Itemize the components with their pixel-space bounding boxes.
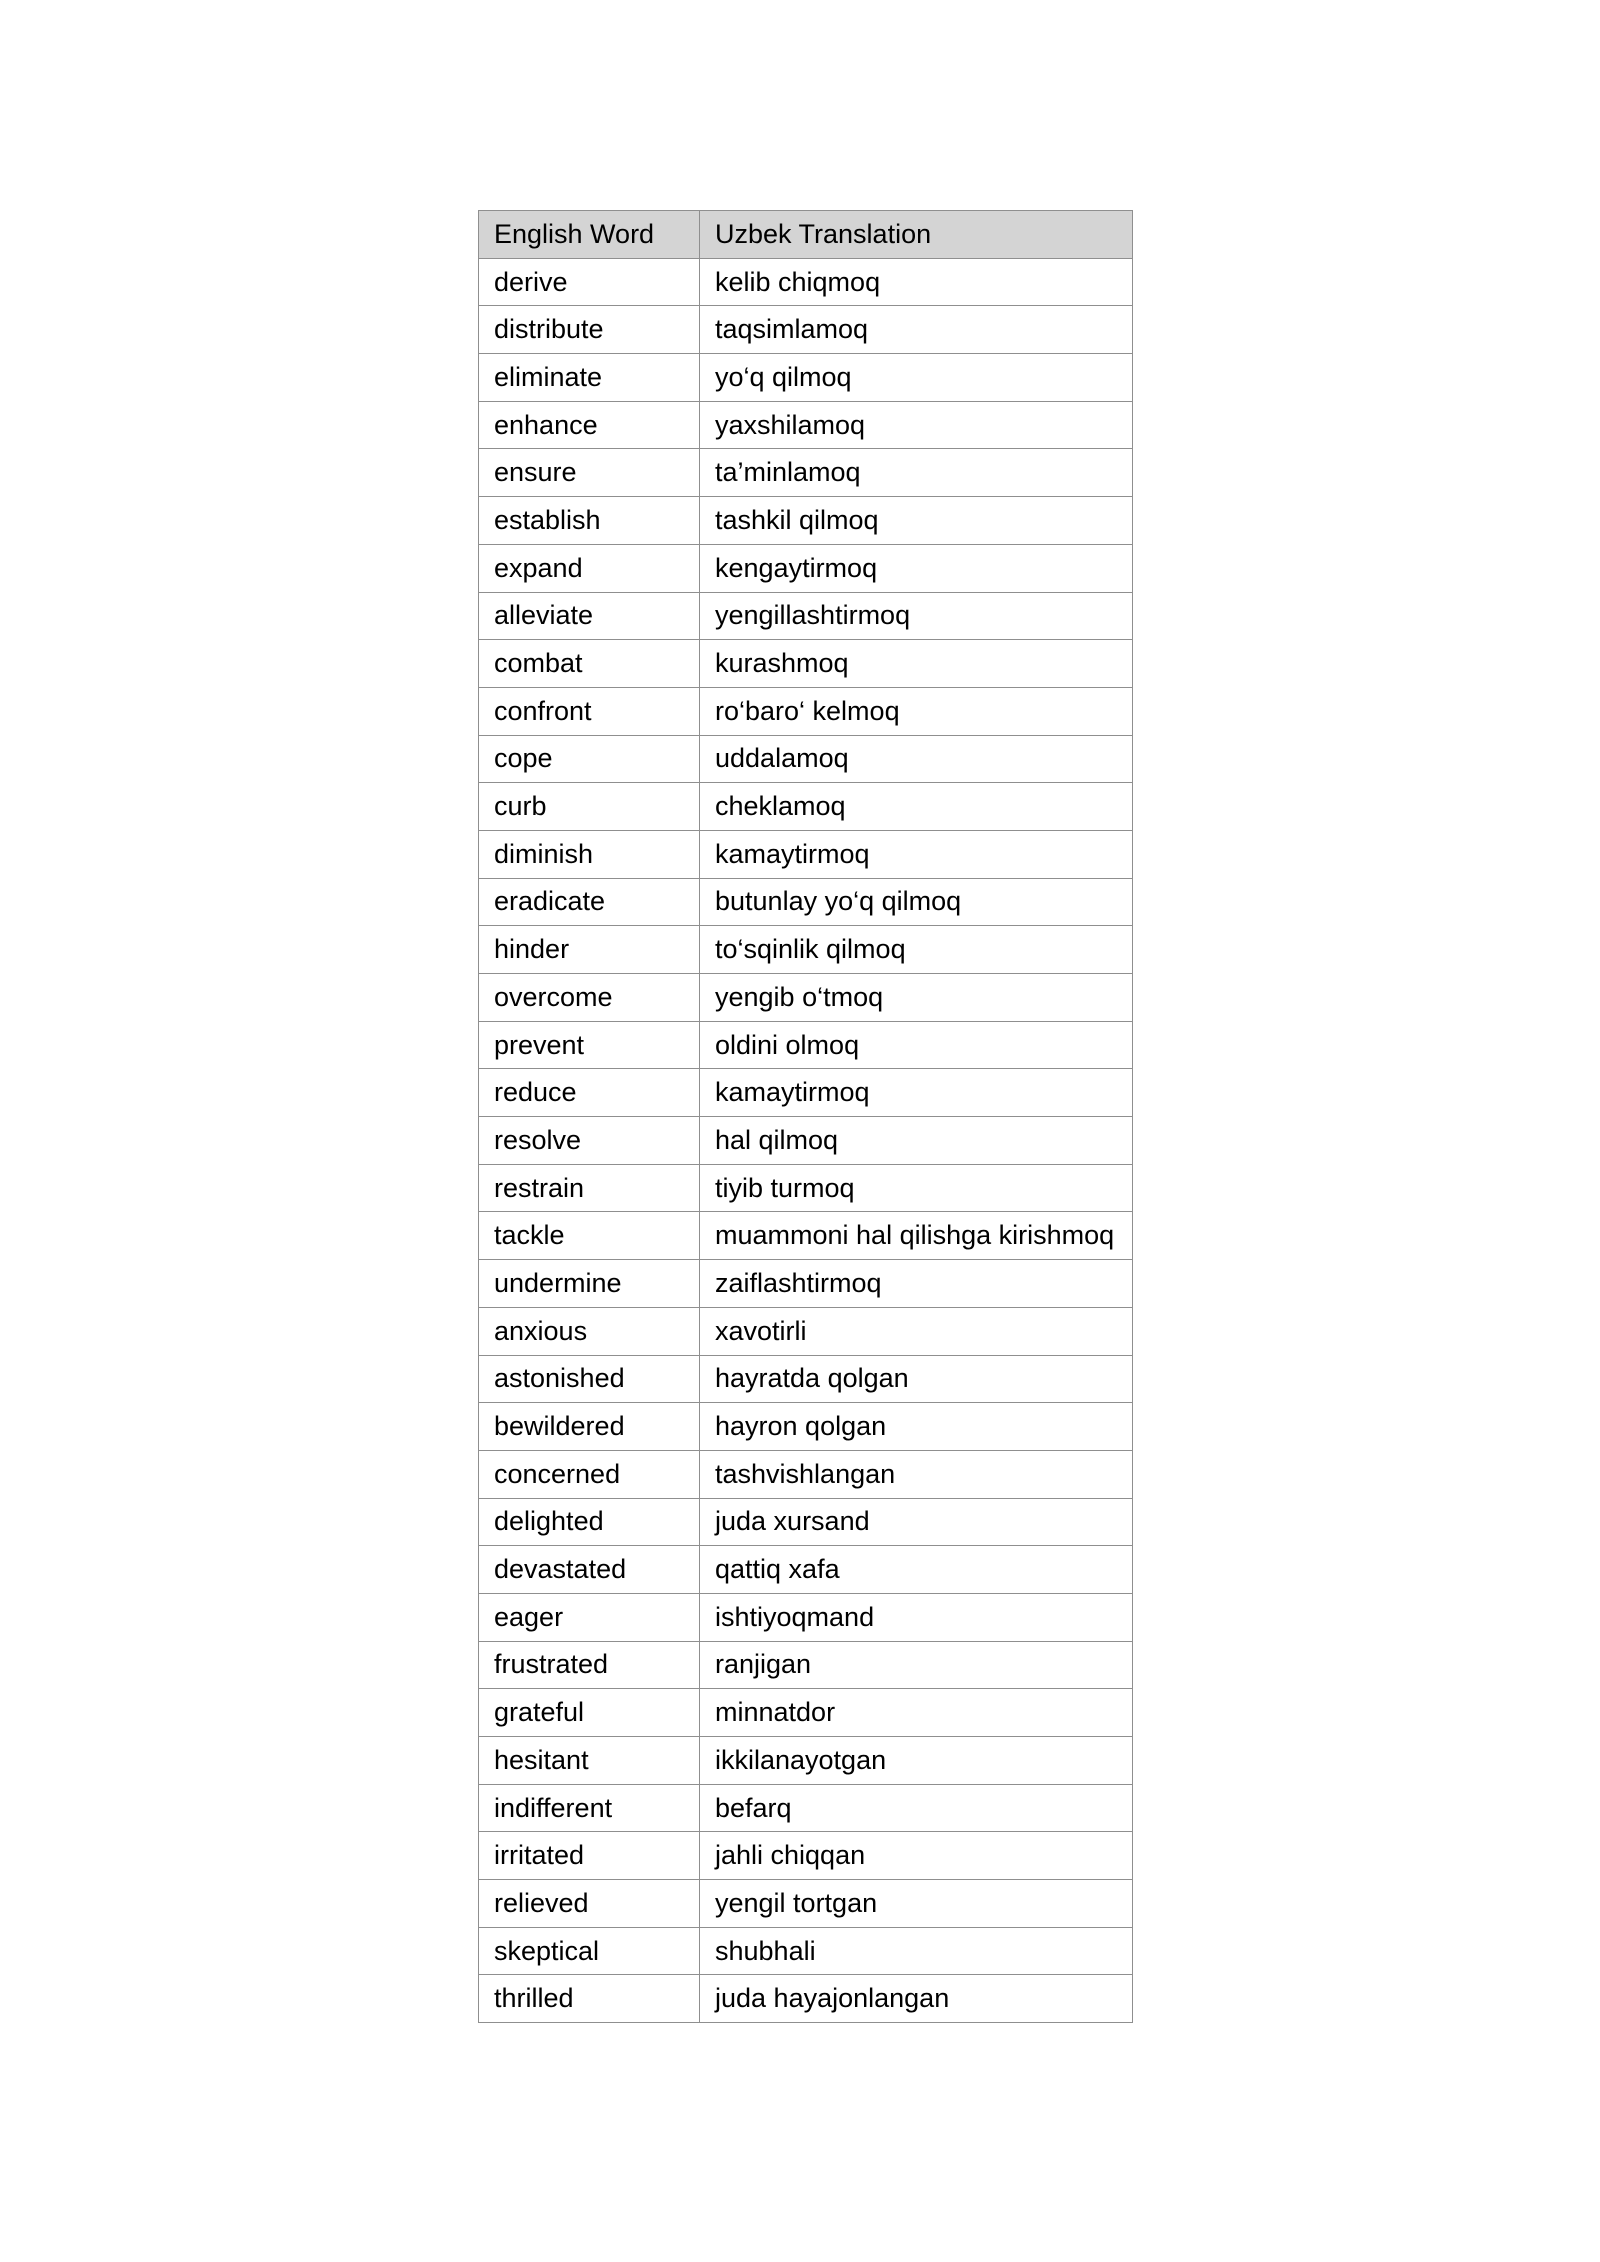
- uzbek-translation-cell: juda hayajonlangan: [700, 1975, 1133, 2023]
- table-row: [479, 544, 1133, 592]
- english-word-cell: eliminate: [479, 354, 700, 402]
- table-row: [479, 1498, 1133, 1546]
- english-word-cell: frustrated: [479, 1641, 700, 1689]
- table-row: [479, 830, 1133, 878]
- uzbek-translation-cell: befarq: [700, 1784, 1133, 1832]
- uzbek-translation-cell: yengil tortgan: [700, 1880, 1133, 1928]
- table-header: [479, 211, 1133, 259]
- table-row: [479, 401, 1133, 449]
- english-word-cell: enhance: [479, 401, 700, 449]
- table-row: [479, 1403, 1133, 1451]
- uzbek-translation-cell: oldini olmoq: [700, 1021, 1133, 1069]
- table-row: [479, 1784, 1133, 1832]
- english-word-cell: confront: [479, 687, 700, 735]
- uzbek-translation-cell: cheklamoq: [700, 783, 1133, 831]
- english-word-cell: establish: [479, 497, 700, 545]
- uzbek-translation-cell: butunlay yo‘q qilmoq: [700, 878, 1133, 926]
- uzbek-translation-cell: yengillashtirmoq: [700, 592, 1133, 640]
- table-row: [479, 1927, 1133, 1975]
- english-word-cell: hinder: [479, 926, 700, 974]
- uzbek-translation-cell: kengaytirmoq: [700, 544, 1133, 592]
- english-word-cell: skeptical: [479, 1927, 700, 1975]
- table-row: [479, 258, 1133, 306]
- table-row: [479, 1260, 1133, 1308]
- english-word-cell: prevent: [479, 1021, 700, 1069]
- english-word-cell: resolve: [479, 1117, 700, 1165]
- english-word-cell: delighted: [479, 1498, 700, 1546]
- english-word-cell: tackle: [479, 1212, 700, 1260]
- uzbek-translation-cell: ishtiyoqmand: [700, 1593, 1133, 1641]
- uzbek-translation-cell: qattiq xafa: [700, 1546, 1133, 1594]
- table-row: [479, 878, 1133, 926]
- table-row: [479, 735, 1133, 783]
- english-word-cell: eager: [479, 1593, 700, 1641]
- table-row: [479, 687, 1133, 735]
- uzbek-translation-cell: juda xursand: [700, 1498, 1133, 1546]
- uzbek-translation-cell: ro‘baro‘ kelmoq: [700, 687, 1133, 735]
- vocabulary-table: [478, 210, 1133, 2023]
- table-row: [479, 1546, 1133, 1594]
- table-row: [479, 1593, 1133, 1641]
- header-row: [479, 211, 1133, 259]
- uzbek-translation-cell: minnatdor: [700, 1689, 1133, 1737]
- uzbek-translation-cell: zaiflashtirmoq: [700, 1260, 1133, 1308]
- uzbek-translation-cell: kelib chiqmoq: [700, 258, 1133, 306]
- uzbek-translation-cell: jahli chiqqan: [700, 1832, 1133, 1880]
- uzbek-translation-cell: hayratda qolgan: [700, 1355, 1133, 1403]
- table-row: [479, 1737, 1133, 1785]
- uzbek-translation-cell: shubhali: [700, 1927, 1133, 1975]
- uzbek-translation-cell: yo‘q qilmoq: [700, 354, 1133, 402]
- english-word-cell: eradicate: [479, 878, 700, 926]
- english-word-cell: bewildered: [479, 1403, 700, 1451]
- english-word-cell: thrilled: [479, 1975, 700, 2023]
- table-row: [479, 783, 1133, 831]
- english-word-cell: hesitant: [479, 1737, 700, 1785]
- table-row: [479, 306, 1133, 354]
- uzbek-translation-cell: muammoni hal qilishga kirishmoq: [700, 1212, 1133, 1260]
- english-word-cell: concerned: [479, 1450, 700, 1498]
- english-word-cell: astonished: [479, 1355, 700, 1403]
- english-word-cell: restrain: [479, 1164, 700, 1212]
- english-word-cell: distribute: [479, 306, 700, 354]
- table-row: [479, 1975, 1133, 2023]
- english-word-cell: overcome: [479, 974, 700, 1022]
- table-row: [479, 1832, 1133, 1880]
- table-row: [479, 1355, 1133, 1403]
- english-word-cell: grateful: [479, 1689, 700, 1737]
- uzbek-translation-cell: tashvishlangan: [700, 1450, 1133, 1498]
- english-word-cell: diminish: [479, 830, 700, 878]
- english-word-cell: anxious: [479, 1307, 700, 1355]
- english-word-cell: cope: [479, 735, 700, 783]
- uzbek-translation-cell: ikkilanayotgan: [700, 1737, 1133, 1785]
- uzbek-translation-cell: kurashmoq: [700, 640, 1133, 688]
- table-body: [479, 258, 1133, 2022]
- english-word-cell: expand: [479, 544, 700, 592]
- table-row: [479, 1450, 1133, 1498]
- english-word-cell: relieved: [479, 1880, 700, 1928]
- table-row: [479, 1641, 1133, 1689]
- table-row: [479, 1880, 1133, 1928]
- uzbek-translation-cell: kamaytirmoq: [700, 1069, 1133, 1117]
- english-word-cell: alleviate: [479, 592, 700, 640]
- table-row: [479, 640, 1133, 688]
- table-row: [479, 1689, 1133, 1737]
- english-word-cell: indifferent: [479, 1784, 700, 1832]
- table-row: [479, 1069, 1133, 1117]
- english-word-cell: irritated: [479, 1832, 700, 1880]
- header-uzbek-translation: Uzbek Translation: [700, 211, 1133, 259]
- table-row: [479, 1117, 1133, 1165]
- table-row: [479, 1021, 1133, 1069]
- table-row: [479, 497, 1133, 545]
- table-row: [479, 1307, 1133, 1355]
- table-row: [479, 974, 1133, 1022]
- english-word-cell: curb: [479, 783, 700, 831]
- header-english-word: English Word: [479, 211, 700, 259]
- english-word-cell: combat: [479, 640, 700, 688]
- table-row: [479, 354, 1133, 402]
- table-row: [479, 449, 1133, 497]
- uzbek-translation-cell: hal qilmoq: [700, 1117, 1133, 1165]
- table-row: [479, 926, 1133, 974]
- english-word-cell: reduce: [479, 1069, 700, 1117]
- english-word-cell: undermine: [479, 1260, 700, 1308]
- uzbek-translation-cell: yengib o‘tmoq: [700, 974, 1133, 1022]
- uzbek-translation-cell: xavotirli: [700, 1307, 1133, 1355]
- uzbek-translation-cell: tashkil qilmoq: [700, 497, 1133, 545]
- uzbek-translation-cell: uddalamoq: [700, 735, 1133, 783]
- uzbek-translation-cell: taqsimlamoq: [700, 306, 1133, 354]
- uzbek-translation-cell: tiyib turmoq: [700, 1164, 1133, 1212]
- table-row: [479, 592, 1133, 640]
- english-word-cell: ensure: [479, 449, 700, 497]
- english-word-cell: derive: [479, 258, 700, 306]
- uzbek-translation-cell: to‘sqinlik qilmoq: [700, 926, 1133, 974]
- table-row: [479, 1212, 1133, 1260]
- uzbek-translation-cell: ta’minlamoq: [700, 449, 1133, 497]
- uzbek-translation-cell: yaxshilamoq: [700, 401, 1133, 449]
- table-row: [479, 1164, 1133, 1212]
- uzbek-translation-cell: hayron qolgan: [700, 1403, 1133, 1451]
- english-word-cell: devastated: [479, 1546, 700, 1594]
- uzbek-translation-cell: ranjigan: [700, 1641, 1133, 1689]
- uzbek-translation-cell: kamaytirmoq: [700, 830, 1133, 878]
